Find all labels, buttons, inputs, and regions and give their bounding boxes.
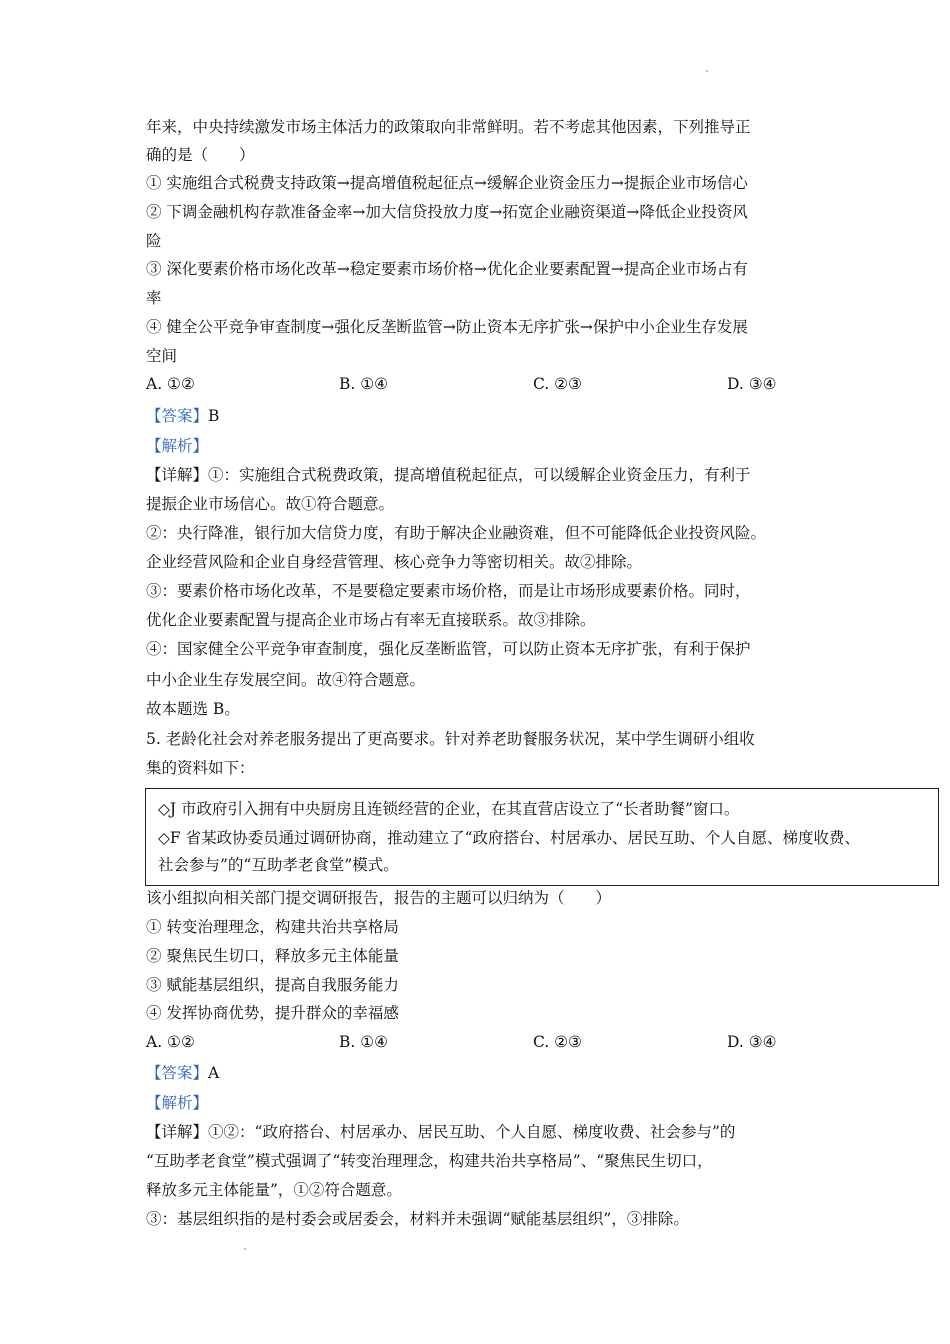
detail-text: ①：实施组合式税费政策，提高增值税起征点，可以缓解企业资金压力，有利于 — [208, 466, 751, 484]
q5-statement: ② 聚焦民生切口，释放多元主体能量 — [146, 947, 399, 965]
q5-option-b: B. ①④ — [339, 1033, 389, 1051]
q5-detail-line: ③：基层组织指的是村委会或居委会，材料并未强调“赋能基层组织”，③排除。 — [146, 1210, 689, 1228]
scan-speck — [244, 1248, 246, 1250]
q4-stem-line: 年来，中央持续激发市场主体活力的政策取向非常鲜明。若不考虑其他因素，下列推导正 — [146, 118, 751, 136]
q4-detail-line: 中小企业生存发展空间。故④符合题意。 — [146, 671, 426, 689]
q4-conclusion: 故本题选 B。 — [146, 700, 240, 718]
q4-detail-line: 提振企业市场信心。故①符合题意。 — [146, 495, 395, 513]
q4-detail-line: 优化企业要素配置与提高企业市场占有率无直接联系。故③排除。 — [146, 611, 596, 629]
q4-option-a: A. ①② — [146, 375, 195, 393]
material-line: ◇J 市政府引入拥有中央厨房且连锁经营的企业，在其直营店设立了“长者助餐”窗口。 — [158, 800, 740, 818]
detail-label: 【详解】 — [146, 1123, 209, 1141]
q5-detail-line: “互助孝老食堂”模式强调了“转变治理理念，构建共治共享格局”、“聚焦民生切口， — [146, 1152, 713, 1170]
material-line: ◇F 省某政协委员通过调研协商，推动建立了“政府搭台、村居承办、居民互助、个人自愿、梯度收费、 — [158, 829, 861, 847]
q4-detail-line: ②：央行降准，银行加大信贷力度，有助于解决企业融资难，但不可能降低企业投资风险。 — [146, 524, 767, 542]
q4-detail-line — [146, 465, 751, 485]
answer-value: A — [208, 1064, 220, 1082]
q5-question-line: 该小组拟向相关部门提交调研报告，报告的主题可以归纳为（ ） — [146, 889, 612, 907]
answer-label: 【答案】 — [146, 407, 209, 425]
q5-detail-line: 释放多元主体能量”，①②符合题意。 — [146, 1181, 402, 1199]
q5-detail-line — [146, 1122, 735, 1142]
q4-option-b: B. ①④ — [339, 375, 389, 393]
q5-statement: ④ 发挥协商优势，提升群众的幸福感 — [146, 1004, 399, 1022]
detail-text: ①②：“政府搭台、村居承办、居民互助、个人自愿、梯度收费、社会参与”的 — [208, 1123, 736, 1141]
q5-option-c: C. ②③ — [533, 1033, 582, 1051]
q4-stem-line: 确的是（ ） — [146, 146, 255, 164]
q4-answer — [146, 406, 219, 426]
q4-statement: ① 实施组合式税费支持政策→提高增值税起征点→缓解企业资金压力→提振企业市场信心 — [146, 174, 748, 192]
q5-statement: ① 转变治理理念，构建共治共享格局 — [146, 918, 399, 936]
q5-material-box — [145, 788, 939, 886]
q5-answer — [146, 1063, 219, 1083]
answer-label: 【答案】 — [146, 1064, 209, 1082]
q5-stem-line: 5. 老龄化社会对养老服务提出了更高要求。针对养老助餐服务状况，某中学生调研小组收 — [146, 730, 755, 748]
q4-statement: 险 — [146, 232, 162, 250]
q5-analysis-label: 【解析】 — [146, 1094, 209, 1112]
q4-analysis-label: 【解析】 — [146, 437, 209, 455]
q5-stem-line: 集的资料如下： — [146, 759, 255, 777]
q4-statement: 率 — [146, 289, 162, 307]
scan-speck — [706, 70, 708, 72]
q4-detail-line: ③：要素价格市场化改革，不是要稳定要素市场价格，而是让市场形成要素价格。同时， — [146, 582, 751, 600]
material-line: 社会参与”的“互助孝老食堂”模式。 — [158, 856, 399, 874]
q4-detail-line: ④：国家健全公平竞争审查制度，强化反垄断监管，可以防止资本无序扩张，有利于保护 — [146, 640, 751, 658]
q4-statement: ③ 深化要素价格市场化改革→稳定要素市场价格→优化企业要素配置→提高企业市场占有 — [146, 260, 748, 278]
q4-statement: ② 下调金融机构存款准备金率→加大信贷投放力度→拓宽企业融资渠道→降低企业投资风 — [146, 203, 748, 221]
detail-label: 【详解】 — [146, 466, 209, 484]
q4-option-c: C. ②③ — [533, 375, 582, 393]
q5-option-a: A. ①② — [146, 1033, 195, 1051]
q4-statement: 空间 — [146, 347, 178, 365]
q4-option-d: D. ③④ — [727, 375, 777, 393]
answer-value: B — [208, 407, 220, 425]
q5-statement: ③ 赋能基层组织，提高自我服务能力 — [146, 976, 399, 994]
q4-statement: ④ 健全公平竞争审查制度→强化反垄断监管→防止资本无序扩张→保护中小企业生存发展 — [146, 318, 748, 336]
q5-option-d: D. ③④ — [727, 1033, 777, 1051]
q4-detail-line: 企业经营风险和企业自身经营管理、核心竞争力等密切相关。故②排除。 — [146, 553, 643, 571]
